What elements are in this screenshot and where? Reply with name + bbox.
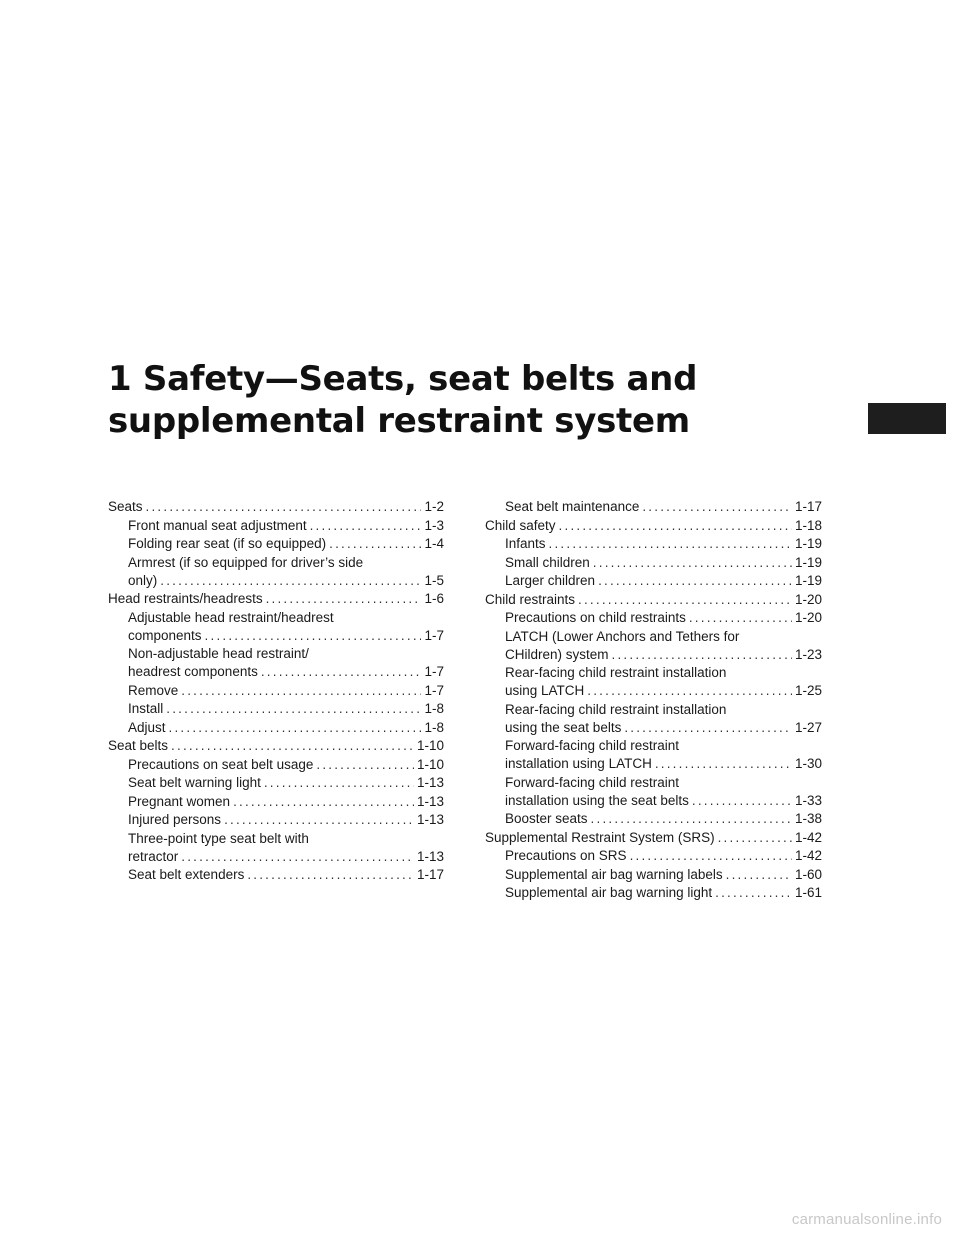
toc-entry-page-number: 1-8 [424, 701, 444, 716]
toc-entry-page-number: 1-6 [424, 591, 444, 606]
toc-entry-title: using the seat belts [505, 719, 622, 735]
toc-entry-page-number: 1-7 [424, 664, 444, 679]
toc-entry-title-first-line: Adjustable head restraint/headrest [128, 609, 334, 625]
toc-entry-title: Adjust [128, 719, 166, 735]
toc-entry-title: installation using LATCH [505, 756, 652, 771]
toc-entry-title: components [128, 627, 202, 643]
toc-entry-title: Seat belt warning light [128, 775, 261, 790]
toc-entry-page-number: 1-7 [424, 682, 444, 698]
toc-entry-title: headrest components [128, 664, 258, 679]
toc-entry-page-number: 1-13 [416, 793, 444, 809]
toc-entry[interactable] [108, 535, 444, 553]
dot-leader [310, 517, 422, 535]
toc-entry-title: Pregnant women [128, 793, 231, 809]
dot-leader [726, 866, 792, 884]
toc-entry-page-number: 1-3 [424, 517, 444, 533]
toc-entry[interactable] [485, 884, 822, 902]
toc-entry[interactable] [485, 591, 822, 609]
dot-leader [655, 755, 792, 773]
toc-entry-title: only) [128, 572, 158, 588]
dot-leader [587, 682, 792, 700]
dot-leader [559, 517, 792, 535]
toc-entry-title: Seat belt maintenance [505, 499, 640, 514]
dot-leader [598, 572, 792, 590]
toc-entry[interactable] [108, 609, 444, 645]
toc-entry-title: Install [128, 701, 164, 716]
toc-entry[interactable] [108, 498, 444, 516]
toc-entry-title: Small children [505, 554, 590, 570]
dot-leader [718, 829, 792, 847]
toc-entry[interactable] [485, 498, 822, 516]
dot-leader [224, 811, 414, 829]
dot-leader [630, 847, 792, 865]
toc-entry[interactable] [485, 810, 822, 828]
toc-entry-page-number: 1-2 [424, 499, 444, 514]
toc-entry[interactable] [108, 756, 444, 774]
toc-entry[interactable] [108, 774, 444, 792]
toc-entry-page-number: 1-19 [794, 554, 822, 570]
chapter-title [108, 358, 697, 442]
dot-leader [264, 774, 414, 792]
toc-entry-title: Larger children [505, 573, 596, 588]
toc-entry-title-first-line: Armrest (if so equipped for driver’s side [128, 554, 364, 570]
toc-entry-page-number: 1-19 [794, 573, 822, 588]
toc-entry-title-first-line: Rear-facing child restraint installation [505, 701, 727, 717]
toc-entry-title: installation using the seat belts [505, 792, 689, 808]
toc-entry-title-first-line: Forward-facing child restraint [505, 774, 680, 790]
toc-entry-page-number: 1-7 [424, 627, 444, 643]
toc-entry-title-first-line: Forward-facing child restraint [505, 738, 680, 753]
toc-entry[interactable] [108, 719, 444, 737]
toc-entry-page-number: 1-10 [416, 756, 444, 772]
toc-entry-title: Infants [505, 536, 546, 551]
dot-leader [166, 700, 421, 718]
toc-entry-title: Child restraints [485, 591, 576, 607]
toc-entry-title: Head restraints/headrests [108, 591, 263, 606]
toc-entry-title: Supplemental air bag warning labels [505, 866, 723, 882]
toc-entry-page-number: 1-20 [794, 591, 822, 607]
dot-leader [591, 810, 792, 828]
dot-leader [549, 535, 792, 553]
toc-entry-page-number: 1-42 [794, 848, 822, 863]
toc-entry[interactable] [108, 811, 444, 829]
dot-leader [624, 719, 792, 737]
toc-entry-title: using LATCH [505, 683, 585, 698]
toc-entry-title: Seats [108, 499, 143, 514]
toc-entry-page-number: 1-18 [794, 517, 822, 533]
toc-entry[interactable] [108, 793, 444, 811]
dot-leader [642, 498, 792, 516]
toc-entry[interactable] [108, 590, 444, 608]
dot-leader [329, 535, 421, 553]
toc-entry[interactable] [485, 774, 822, 810]
toc-entry[interactable] [108, 700, 444, 718]
toc-entry-page-number: 1-4 [424, 536, 444, 551]
dot-leader [266, 590, 422, 608]
toc-entry[interactable] [485, 628, 822, 664]
toc-entry-title: Seat belts [108, 738, 169, 753]
dot-leader [261, 663, 422, 681]
chapter-title-line-1: 1 Safety—Seats, seat belts and [108, 359, 698, 399]
toc-entry[interactable] [485, 737, 822, 773]
toc-entry-page-number: 1-60 [794, 866, 822, 882]
dot-leader [578, 591, 792, 609]
toc-entry[interactable] [485, 554, 822, 572]
toc-entry[interactable] [485, 847, 822, 865]
dot-leader [146, 498, 422, 516]
toc-entry-title: CHildren) system [505, 646, 609, 662]
toc-entry[interactable] [485, 517, 822, 535]
toc-entry-page-number: 1-5 [424, 572, 444, 588]
toc-entry-page-number: 1-8 [424, 719, 444, 735]
toc-entry[interactable] [108, 682, 444, 700]
toc-entry-title-first-line: Three-point type seat belt with [128, 830, 309, 846]
toc-entry-title: Folding rear seat (if so equipped) [128, 536, 327, 551]
toc-entry[interactable] [108, 554, 444, 590]
toc-entry-title: Precautions on SRS [505, 848, 627, 863]
toc-entry-page-number: 1-61 [794, 885, 822, 900]
toc-entry-page-number: 1-30 [794, 756, 822, 771]
toc-entry[interactable] [485, 572, 822, 590]
toc-entry-page-number: 1-42 [794, 829, 822, 845]
toc-entry-title: Precautions on child restraints [505, 610, 686, 625]
toc-entry-title-first-line: Non-adjustable head restraint/ [128, 646, 309, 661]
toc-entry[interactable] [485, 829, 822, 847]
dot-leader [160, 572, 421, 590]
toc-entry-page-number: 1-20 [794, 610, 822, 625]
toc-entry[interactable] [485, 866, 822, 884]
toc-entry[interactable] [108, 517, 444, 535]
dot-leader [715, 884, 792, 902]
toc-entry-title: Supplemental air bag warning light [505, 885, 713, 900]
toc-left-column [108, 498, 444, 885]
toc-entry[interactable] [108, 737, 444, 755]
toc-entry[interactable] [108, 830, 444, 866]
toc-entry-page-number: 1-33 [794, 792, 822, 808]
toc-entry[interactable] [485, 609, 822, 627]
dot-leader [692, 792, 792, 810]
toc-entry-page-number: 1-27 [794, 719, 822, 735]
toc-entry-title-first-line: LATCH (Lower Anchors and Tethers for [505, 628, 740, 644]
toc-entry-title: Child safety [485, 517, 556, 533]
dot-leader [593, 554, 792, 572]
dot-leader [171, 737, 414, 755]
dot-leader [316, 756, 414, 774]
dot-leader [612, 646, 792, 664]
toc-entry-title: Remove [128, 682, 179, 698]
footer-watermark: carmanualsonline.info [791, 1211, 942, 1228]
toc-entry-title: Supplemental Restraint System (SRS) [485, 829, 715, 845]
toc-entry-title: Seat belt extenders [128, 867, 245, 882]
toc-entry-title-first-line: Rear-facing child restraint installation [505, 665, 727, 680]
toc-entry-page-number: 1-13 [416, 848, 444, 864]
toc-entry[interactable] [108, 866, 444, 884]
toc-entry-page-number: 1-23 [794, 646, 822, 662]
toc-right-column [485, 498, 822, 903]
toc-entry[interactable] [485, 535, 822, 553]
toc-entry-page-number: 1-25 [794, 683, 822, 698]
toc-entry-page-number: 1-17 [794, 499, 822, 514]
dot-leader [233, 793, 414, 811]
toc-entry-title: retractor [128, 848, 179, 864]
toc-entry[interactable] [108, 645, 444, 681]
toc-entry-page-number: 1-10 [416, 738, 444, 753]
chapter-title-line-2: supplemental restraint system [108, 401, 690, 441]
dot-leader [205, 627, 422, 645]
toc-entry[interactable] [485, 664, 822, 700]
toc-entry-title: Front manual seat adjustment [128, 517, 307, 533]
chapter-tab-marker [868, 403, 946, 434]
dot-leader [181, 682, 421, 700]
toc-entry-page-number: 1-13 [416, 812, 444, 827]
toc-entry-page-number: 1-19 [794, 536, 822, 551]
toc-entry-title: Booster seats [505, 811, 588, 826]
toc-entry-page-number: 1-17 [416, 867, 444, 882]
dot-leader [181, 848, 414, 866]
dot-leader [247, 866, 414, 884]
toc-entry-title: Injured persons [128, 812, 222, 827]
toc-entry-page-number: 1-13 [416, 775, 444, 790]
toc-entry[interactable] [485, 701, 822, 737]
dot-leader [169, 719, 422, 737]
dot-leader [689, 609, 792, 627]
toc-entry-page-number: 1-38 [794, 811, 822, 826]
toc-entry-title: Precautions on seat belt usage [128, 756, 314, 772]
